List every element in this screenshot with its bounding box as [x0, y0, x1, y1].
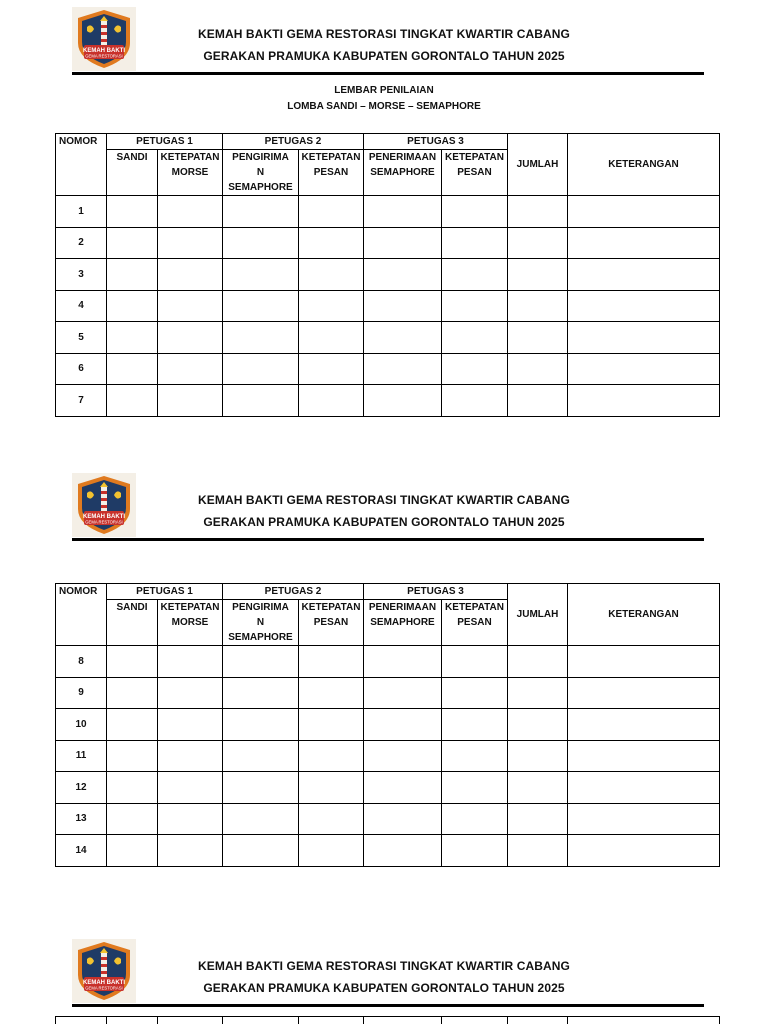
score-cell[interactable]: [299, 646, 364, 678]
score-cell[interactable]: [568, 196, 720, 228]
score-cell[interactable]: [223, 259, 299, 291]
score-cell[interactable]: [364, 772, 442, 804]
column-header-jumlah: JUMLAH: [508, 134, 568, 196]
column-header-nomor: NOMOR: [56, 134, 107, 196]
row-number: 8: [56, 646, 107, 678]
column-header-petugas-2: PETUGAS 2: [223, 584, 364, 600]
header-line-1: KEMAH BAKTI GEMA RESTORASI TINGKAT KWARTIR CABANG: [197, 959, 570, 973]
score-table-1-body: [56, 196, 720, 417]
row-number: 5: [56, 322, 107, 354]
score-cell[interactable]: [508, 835, 568, 867]
table-cell: [107, 1017, 158, 1024]
svg-text:KEMAH BAKTI: KEMAH BAKTI: [83, 48, 125, 54]
table-cell: [442, 1017, 508, 1024]
score-cell[interactable]: [107, 709, 158, 741]
table-row: [56, 803, 720, 835]
row-number: 1: [56, 196, 107, 228]
score-cell[interactable]: [223, 772, 299, 804]
table-row: [56, 322, 720, 354]
header-line-2: GERAKAN PRAMUKA KABUPATEN GORONTALO TAHUN 2025: [203, 515, 565, 529]
score-cell[interactable]: [107, 772, 158, 804]
row-number: 7: [56, 385, 107, 417]
table-cell: [568, 1017, 720, 1024]
column-header-pengiriman-semaphore: PENGIRIMA N SEMAPHORE: [223, 600, 299, 646]
table-row: [56, 740, 720, 772]
column-header-nomor: NOMOR: [56, 584, 107, 646]
table-row: [56, 835, 720, 867]
column-header-penerimaan-semaphore: PENERIMAAN SEMAPHORE: [364, 150, 442, 196]
score-cell[interactable]: [508, 353, 568, 385]
score-cell[interactable]: [364, 227, 442, 259]
score-table-3: [55, 1016, 720, 1024]
score-cell[interactable]: [158, 646, 223, 678]
column-header-ketepatan-morse: KETEPATAN MORSE: [158, 600, 223, 646]
score-cell[interactable]: [442, 259, 508, 291]
row-number: 11: [56, 740, 107, 772]
score-cell[interactable]: [223, 709, 299, 741]
score-cell[interactable]: [364, 259, 442, 291]
score-cell[interactable]: [158, 835, 223, 867]
score-cell[interactable]: [299, 259, 364, 291]
table-cell: [56, 1017, 107, 1024]
row-number: 9: [56, 677, 107, 709]
score-cell[interactable]: [568, 227, 720, 259]
column-header-petugas-1: PETUGAS 1: [107, 134, 223, 150]
score-cell[interactable]: [364, 677, 442, 709]
scout-emblem-icon: [72, 939, 136, 1003]
score-cell[interactable]: [223, 196, 299, 228]
score-cell[interactable]: [442, 803, 508, 835]
score-cell[interactable]: [299, 772, 364, 804]
score-cell[interactable]: [568, 322, 720, 354]
header-rule: [72, 1004, 704, 1007]
score-cell[interactable]: [364, 740, 442, 772]
table-cell: [508, 1017, 568, 1024]
score-cell[interactable]: [568, 709, 720, 741]
score-cell[interactable]: [508, 646, 568, 678]
svg-text:KEMAH BAKTI: KEMAH BAKTI: [83, 514, 125, 520]
column-header-ketepatan-pesan-3: KETEPATAN PESAN: [442, 600, 508, 646]
column-header-petugas-1: PETUGAS 1: [107, 584, 223, 600]
score-cell[interactable]: [299, 740, 364, 772]
svg-text:GEMA RESTORASI: GEMA RESTORASI: [85, 985, 123, 991]
score-cell[interactable]: [299, 677, 364, 709]
score-cell[interactable]: [508, 803, 568, 835]
row-number: 13: [56, 803, 107, 835]
score-cell[interactable]: [508, 709, 568, 741]
table-row: [56, 709, 720, 741]
score-cell[interactable]: [107, 677, 158, 709]
score-cell[interactable]: [442, 772, 508, 804]
score-cell[interactable]: [107, 646, 158, 678]
row-number: 2: [56, 227, 107, 259]
score-cell[interactable]: [223, 803, 299, 835]
score-table-1: [55, 133, 720, 417]
score-cell[interactable]: [299, 803, 364, 835]
column-header-petugas-3: PETUGAS 3: [364, 584, 508, 600]
score-cell[interactable]: [299, 290, 364, 322]
score-cell[interactable]: [158, 803, 223, 835]
header-line-1: KEMAH BAKTI GEMA RESTORASI TINGKAT KWARTIR CABANG: [197, 493, 570, 507]
score-cell[interactable]: [508, 259, 568, 291]
score-cell[interactable]: [158, 740, 223, 772]
score-cell[interactable]: [568, 259, 720, 291]
score-cell[interactable]: [442, 196, 508, 228]
score-cell[interactable]: [568, 772, 720, 804]
score-cell[interactable]: [158, 709, 223, 741]
score-cell[interactable]: [158, 259, 223, 291]
score-cell[interactable]: [158, 677, 223, 709]
score-cell[interactable]: [568, 290, 720, 322]
score-cell[interactable]: [158, 290, 223, 322]
svg-text:KEMAH BAKTI: KEMAH BAKTI: [83, 980, 125, 986]
score-cell[interactable]: [442, 835, 508, 867]
row-number: 6: [56, 353, 107, 385]
row-number: 12: [56, 772, 107, 804]
score-cell[interactable]: [107, 227, 158, 259]
score-cell[interactable]: [508, 227, 568, 259]
score-cell[interactable]: [442, 740, 508, 772]
scout-logo: [72, 7, 136, 71]
sheet-subtitle: LOMBA SANDI – MORSE – SEMAPHORE: [287, 101, 481, 112]
score-cell[interactable]: [568, 835, 720, 867]
score-cell[interactable]: [364, 353, 442, 385]
score-cell[interactable]: [107, 322, 158, 354]
svg-text:GEMA RESTORASI: GEMA RESTORASI: [85, 519, 123, 525]
table-cell: [299, 1017, 364, 1024]
table-row: [56, 772, 720, 804]
score-cell[interactable]: [568, 677, 720, 709]
score-cell[interactable]: [508, 740, 568, 772]
score-cell[interactable]: [299, 196, 364, 228]
table-row: [56, 385, 720, 417]
row-number: 14: [56, 835, 107, 867]
score-cell[interactable]: [364, 646, 442, 678]
scout-logo: [72, 473, 136, 537]
score-cell[interactable]: [568, 646, 720, 678]
score-cell[interactable]: [158, 322, 223, 354]
score-cell[interactable]: [442, 677, 508, 709]
score-cell[interactable]: [223, 227, 299, 259]
score-table-2-body: [56, 646, 720, 867]
score-cell[interactable]: [158, 385, 223, 417]
score-cell[interactable]: [442, 227, 508, 259]
column-header-keterangan: KETERANGAN: [568, 584, 720, 646]
score-cell[interactable]: [508, 677, 568, 709]
column-header-sandi: SANDI: [107, 600, 158, 646]
header-line-2: GERAKAN PRAMUKA KABUPATEN GORONTALO TAHUN 2025: [203, 49, 565, 63]
score-cell[interactable]: [442, 646, 508, 678]
column-header-petugas-3: PETUGAS 3: [364, 134, 508, 150]
score-cell[interactable]: [223, 322, 299, 354]
score-cell[interactable]: [568, 385, 720, 417]
score-cell[interactable]: [223, 677, 299, 709]
score-cell[interactable]: [364, 835, 442, 867]
score-cell[interactable]: [158, 353, 223, 385]
column-header-pengiriman-semaphore: PENGIRIMA N SEMAPHORE: [223, 150, 299, 196]
table-row: [56, 646, 720, 678]
score-cell[interactable]: [223, 290, 299, 322]
header-line-1: KEMAH BAKTI GEMA RESTORASI TINGKAT KWARTIR CABANG: [197, 27, 570, 41]
scout-emblem-icon: [72, 7, 136, 71]
score-cell[interactable]: [107, 353, 158, 385]
header-rule: [72, 72, 704, 75]
score-cell[interactable]: [442, 353, 508, 385]
score-cell[interactable]: [364, 385, 442, 417]
sheet-title: LEMBAR PENILAIAN: [334, 85, 434, 96]
score-cell[interactable]: [508, 196, 568, 228]
score-cell[interactable]: [568, 803, 720, 835]
row-number: 10: [56, 709, 107, 741]
score-cell[interactable]: [364, 322, 442, 354]
score-cell[interactable]: [107, 740, 158, 772]
score-cell[interactable]: [364, 290, 442, 322]
table-row: [56, 259, 720, 291]
score-cell[interactable]: [223, 353, 299, 385]
table-row: [56, 290, 720, 322]
column-header-keterangan: KETERANGAN: [568, 134, 720, 196]
score-cell[interactable]: [364, 709, 442, 741]
score-cell[interactable]: [223, 835, 299, 867]
score-cell[interactable]: [107, 290, 158, 322]
score-cell[interactable]: [107, 385, 158, 417]
score-cell[interactable]: [158, 196, 223, 228]
score-cell[interactable]: [107, 259, 158, 291]
score-cell[interactable]: [508, 322, 568, 354]
table-cell: [364, 1017, 442, 1024]
score-cell[interactable]: [508, 290, 568, 322]
score-cell[interactable]: [508, 385, 568, 417]
score-cell[interactable]: [107, 803, 158, 835]
column-header-jumlah: JUMLAH: [508, 584, 568, 646]
score-cell[interactable]: [508, 772, 568, 804]
score-cell[interactable]: [223, 740, 299, 772]
score-cell[interactable]: [299, 227, 364, 259]
score-cell[interactable]: [299, 385, 364, 417]
scout-logo: [72, 939, 136, 1003]
column-header-ketepatan-pesan-3: KETEPATAN PESAN: [442, 150, 508, 196]
score-cell[interactable]: [364, 803, 442, 835]
header-line-2: GERAKAN PRAMUKA KABUPATEN GORONTALO TAHUN 2025: [203, 981, 565, 995]
score-table-2: [55, 583, 720, 867]
table-cell: [223, 1017, 299, 1024]
score-cell[interactable]: [442, 385, 508, 417]
table-row: [56, 227, 720, 259]
header-rule: [72, 538, 704, 541]
score-cell[interactable]: [442, 290, 508, 322]
score-cell[interactable]: [107, 196, 158, 228]
table-row: [56, 196, 720, 228]
row-number: 3: [56, 259, 107, 291]
column-header-ketepatan-pesan-2: KETEPATAN PESAN: [299, 150, 364, 196]
scout-emblem-icon: [72, 473, 136, 537]
table-cell: [158, 1017, 223, 1024]
row-number: 4: [56, 290, 107, 322]
score-cell[interactable]: [158, 227, 223, 259]
score-cell[interactable]: [299, 835, 364, 867]
score-cell[interactable]: [568, 353, 720, 385]
column-header-sandi: SANDI: [107, 150, 158, 196]
svg-text:GEMA RESTORASI: GEMA RESTORASI: [85, 53, 123, 59]
score-cell[interactable]: [299, 353, 364, 385]
column-header-ketepatan-morse: KETEPATAN MORSE: [158, 150, 223, 196]
score-cell[interactable]: [442, 322, 508, 354]
score-cell[interactable]: [158, 772, 223, 804]
score-cell[interactable]: [364, 196, 442, 228]
score-cell[interactable]: [299, 322, 364, 354]
score-cell[interactable]: [223, 385, 299, 417]
table-row: [56, 353, 720, 385]
score-cell[interactable]: [442, 709, 508, 741]
column-header-penerimaan-semaphore: PENERIMAAN SEMAPHORE: [364, 600, 442, 646]
column-header-petugas-2: PETUGAS 2: [223, 134, 364, 150]
score-cell[interactable]: [568, 740, 720, 772]
column-header-ketepatan-pesan-2: KETEPATAN PESAN: [299, 600, 364, 646]
score-cell[interactable]: [223, 646, 299, 678]
score-cell[interactable]: [107, 835, 158, 867]
table-row: [56, 677, 720, 709]
score-cell[interactable]: [299, 709, 364, 741]
